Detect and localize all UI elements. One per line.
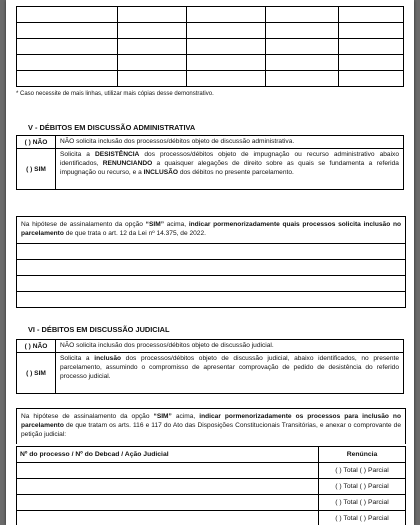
section-v-process-box	[16, 216, 406, 308]
process-line[interactable]	[17, 292, 405, 307]
column-header-renuncia: Renúncia	[319, 447, 406, 463]
renuncia-options[interactable]: ( ) Total ( ) Parcial	[319, 495, 406, 511]
section-v-box-instructions: Na hipótese de assinalamento da opção “SIM” acima, indicar pormenorizadamente quais processos solicita inclusão no parcelamento de que trata o art. 12 da Lei nº 14.375, de 2022.	[17, 217, 405, 244]
table-row	[17, 71, 404, 87]
table-row	[17, 7, 404, 23]
option-nao-row	[17, 136, 404, 149]
table-header-row	[17, 447, 406, 463]
renuncia-options[interactable]: ( ) Total ( ) Parcial	[319, 511, 406, 525]
column-header-process: Nº do processo / Nº do Debcad / Ação Judicial	[17, 447, 319, 463]
nao-checkbox[interactable]: ( ) NÃO	[17, 340, 56, 353]
section-vi-box-instructions: Na hipótese de assinalamento da opção “SIM” acima, indicar pormenorizadamente os processos para inclusão no parcelamento de que tratam os arts. 116 e 117 do Ato das Disposições Constitucionais Transitórias, e anexar o comprovante de petição judicial:	[21, 413, 401, 438]
table-row	[17, 23, 404, 39]
process-line[interactable]	[17, 260, 405, 276]
section-vi-options	[16, 339, 404, 394]
option-sim-row	[17, 353, 404, 394]
sim-text: Solicita a DESISTÊNCIA dos processos/débitos objeto de impugnação ou recurso administrativo abaixo identificados, RENUNCIANDO a quaisquer alegações de direito sobre as quais se fundamenta a referida impugnação ou recurso, e a INCLUSÃO dos débitos no presente parcelamento.	[56, 149, 404, 190]
option-nao-row	[17, 340, 404, 353]
table-row	[17, 39, 404, 55]
section-v-title: V - DÉBITOS EM DISCUSSÃO ADMINISTRATIVA	[28, 123, 196, 132]
section-vi-process-box	[16, 408, 406, 444]
table-row	[17, 55, 404, 71]
process-cell[interactable]	[17, 463, 319, 479]
footnote: * Caso necessite de mais linhas, utilizar mais cópias desse demonstrativo.	[16, 91, 214, 97]
form-page	[6, 0, 414, 525]
renuncia-options[interactable]: ( ) Total ( ) Parcial	[319, 479, 406, 495]
section-vi-title: VI - DÉBITOS EM DISCUSSÃO JUDICIAL	[28, 325, 170, 334]
table-row	[17, 463, 406, 479]
judicial-process-table	[16, 446, 406, 525]
table-row	[17, 479, 406, 495]
process-cell[interactable]	[17, 495, 319, 511]
sim-checkbox[interactable]: ( ) SIM	[17, 149, 56, 190]
process-line[interactable]	[17, 244, 405, 260]
section-v-options	[16, 135, 404, 190]
sim-checkbox[interactable]: ( ) SIM	[17, 353, 56, 394]
process-cell[interactable]	[17, 511, 319, 525]
option-sim-row	[17, 149, 404, 190]
process-line[interactable]	[17, 276, 405, 292]
nao-text: NÃO solicita inclusão dos processos/débitos objeto de discussão judicial.	[56, 340, 404, 353]
process-cell[interactable]	[17, 479, 319, 495]
table-row	[17, 495, 406, 511]
sim-text: Solicita a inclusão dos processos/débitos objeto de discussão judicial, abaixo identificados, no presente parcelamento, assumindo o compromisso de apresentar comprovação de pedido de desistência do referido processo judicial.	[56, 353, 404, 394]
blank-grid-table	[16, 6, 404, 87]
nao-text: NÃO solicita inclusão dos processos/débitos objeto de discussão administrativa.	[56, 136, 404, 149]
nao-checkbox[interactable]: ( ) NÃO	[17, 136, 56, 149]
renuncia-options[interactable]: ( ) Total ( ) Parcial	[319, 463, 406, 479]
table-row	[17, 511, 406, 525]
